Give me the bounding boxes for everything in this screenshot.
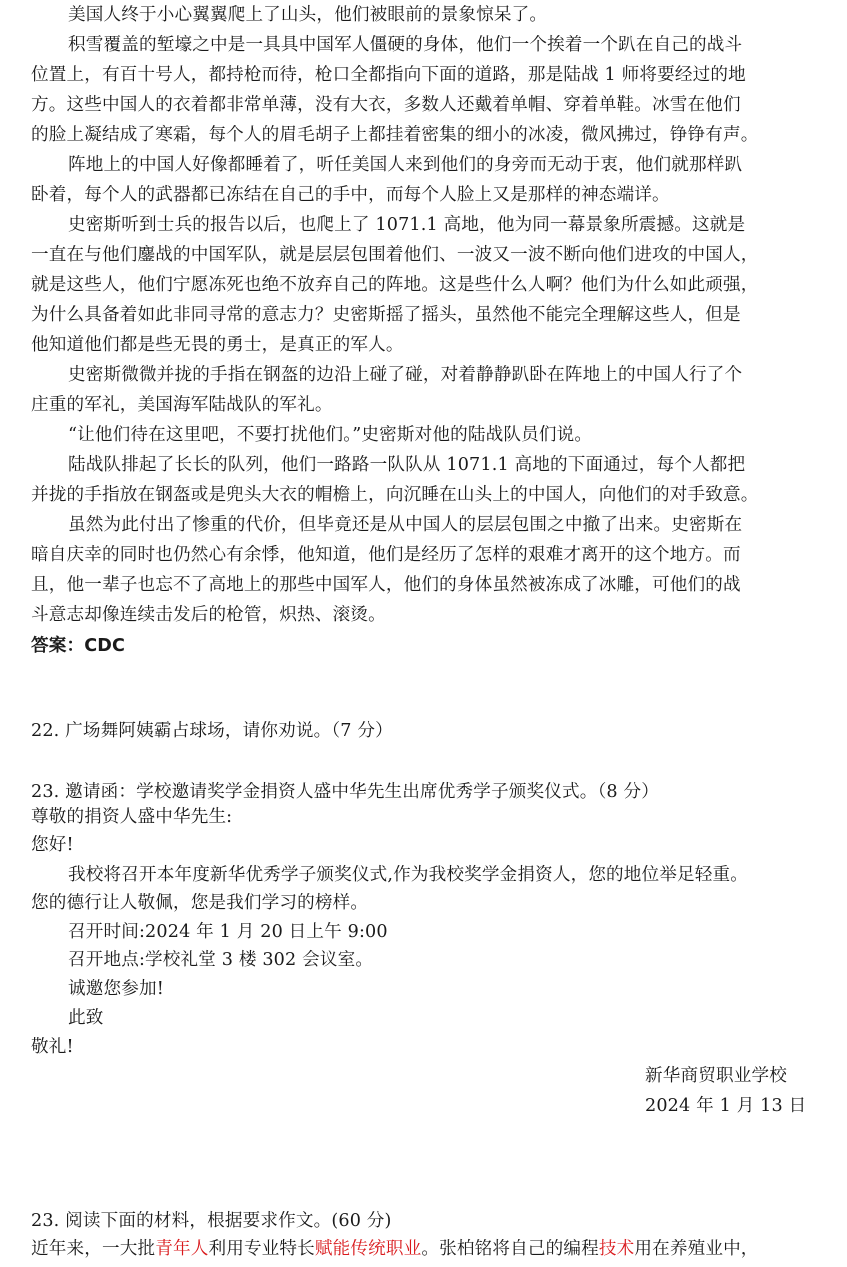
letter-cizhi: 此致 <box>68 1008 104 1028</box>
letter-signer: 新华商贸职业学校 <box>645 1066 787 1086</box>
text-line: 庄重的军礼，美国海军陆战队的军礼。 <box>31 395 333 415</box>
text-line: 一直在与他们鏖战的中国军队，就是层层包围着他们、一波又一波不断向他们进攻的中国人， <box>31 245 759 265</box>
text-line: 且，他一辈子也忘不了高地上的那些中国军人，他们的身体虽然被冻成了冰雕，可他们的战 <box>31 575 741 595</box>
answer-key: 答案：CDC <box>31 636 126 656</box>
text-line: 的脸上凝结成了寒霜，每个人的眉毛胡子上都挂着密集的细小的冰凌，微风拂过，铮铮有声。 <box>31 125 759 145</box>
text-line: 史密斯微微并拢的手指在钢盔的边沿上碰了碰，对着静静趴卧在阵地上的中国人行了个 <box>68 365 743 385</box>
letter-body-line: 您的德行让人敬佩，您是我们学习的榜样。 <box>31 893 369 913</box>
letter-place: 召开地点:学校礼堂 3 楼 302 会议室。 <box>68 950 374 970</box>
composition-title: 23. 阅读下面的材料，根据要求作文。(60 分) <box>31 1211 392 1231</box>
letter-jingli: 敬礼! <box>31 1037 74 1057</box>
letter-invite: 诚邀您参加! <box>68 979 164 999</box>
highlight-text: 赋能传统职业 <box>314 1239 422 1259</box>
material-text: 。张柏铭将自己的编程 <box>421 1239 599 1259</box>
letter-greeting: 您好! <box>31 835 74 855</box>
text-line: 暗自庆幸的同时也仍然心有余悸，他知道，他们是经历了怎样的艰难才离开的这个地方。而 <box>31 545 741 565</box>
composition-material-line <box>31 1238 759 1260</box>
highlight-text: 技术 <box>598 1239 635 1259</box>
text-line: 就是这些人，他们宁愿冻死也绝不放弃自己的阵地。这是些什么人啊？他们为什么如此顽强， <box>31 275 759 295</box>
question-23-title: 23. 邀请函：学校邀请奖学金捐资人盛中华先生出席优秀学子颁奖仪式。（8 分） <box>31 782 660 802</box>
question-22: 22. 广场舞阿姨霸占球场，请你劝说。（7 分） <box>31 721 393 741</box>
highlight-text: 青年人 <box>155 1239 209 1259</box>
text-line: “让他们待在这里吧，不要打扰他们。”史密斯对他的陆战队员们说。 <box>68 425 593 445</box>
letter-body-line: 我校将召开本年度新华优秀学子颁奖仪式,作为我校奖学金捐资人，您的地位举足轻重。 <box>68 865 749 885</box>
text-line: 美国人终于小心翼翼爬上了山头，他们被眼前的景象惊呆了。 <box>68 5 548 25</box>
letter-time: 召开时间:2024 年 1 月 20 日上午 9:00 <box>68 922 388 942</box>
text-line: 阵地上的中国人好像都睡着了，听任美国人来到他们的身旁而无动于衷，他们就那样趴 <box>68 155 743 175</box>
text-line: 陆战队排起了长长的队列，他们一路路一队队从 1071.1 高地的下面通过，每个人都把 <box>68 455 746 475</box>
text-line: 为什么具备着如此非同寻常的意志力？史密斯摇了摇头，虽然他不能完全理解这些人，但是 <box>31 305 741 325</box>
text-line: 他知道他们都是些无畏的勇士，是真正的军人。 <box>31 335 404 355</box>
letter-salutation: 尊敬的捐资人盛中华先生: <box>31 807 233 827</box>
material-text: 近年来，一大批 <box>31 1239 156 1259</box>
text-line: 并拢的手指放在钢盔或是兜头大衣的帽檐上，向沉睡在山头上的中国人，向他们的对手致意。 <box>31 485 759 505</box>
letter-date: 2024 年 1 月 13 日 <box>645 1096 807 1116</box>
text-line: 积雪覆盖的堑壕之中是一具具中国军人僵硬的身体，他们一个挨着一个趴在自己的战斗 <box>68 35 743 55</box>
text-line: 卧着，每个人的武器都已冻结在自己的手中，而每个人脸上又是那样的神态端详。 <box>31 185 670 205</box>
text-line: 虽然为此付出了惨重的代价，但毕竟还是从中国人的层层包围之中撤了出来。史密斯在 <box>68 515 743 535</box>
text-line: 斗意志却像连续击发后的枪管，炽热、滚烫。 <box>31 605 386 625</box>
text-line: 位置上，有百十号人，都持枪而待，枪口全都指向下面的道路，那是陆战 1 师将要经过的地 <box>31 65 746 85</box>
material-text: 用在养殖业中， <box>634 1239 759 1259</box>
text-line: 方。这些中国人的衣着都非常单薄，没有大衣，多数人还戴着单帽、穿着单鞋。冰雪在他们 <box>31 95 741 115</box>
material-text: 利用专业特长 <box>208 1239 315 1259</box>
text-line: 史密斯听到士兵的报告以后，也爬上了 1071.1 高地，他为同一幕景象所震撼。这就是 <box>68 215 746 235</box>
